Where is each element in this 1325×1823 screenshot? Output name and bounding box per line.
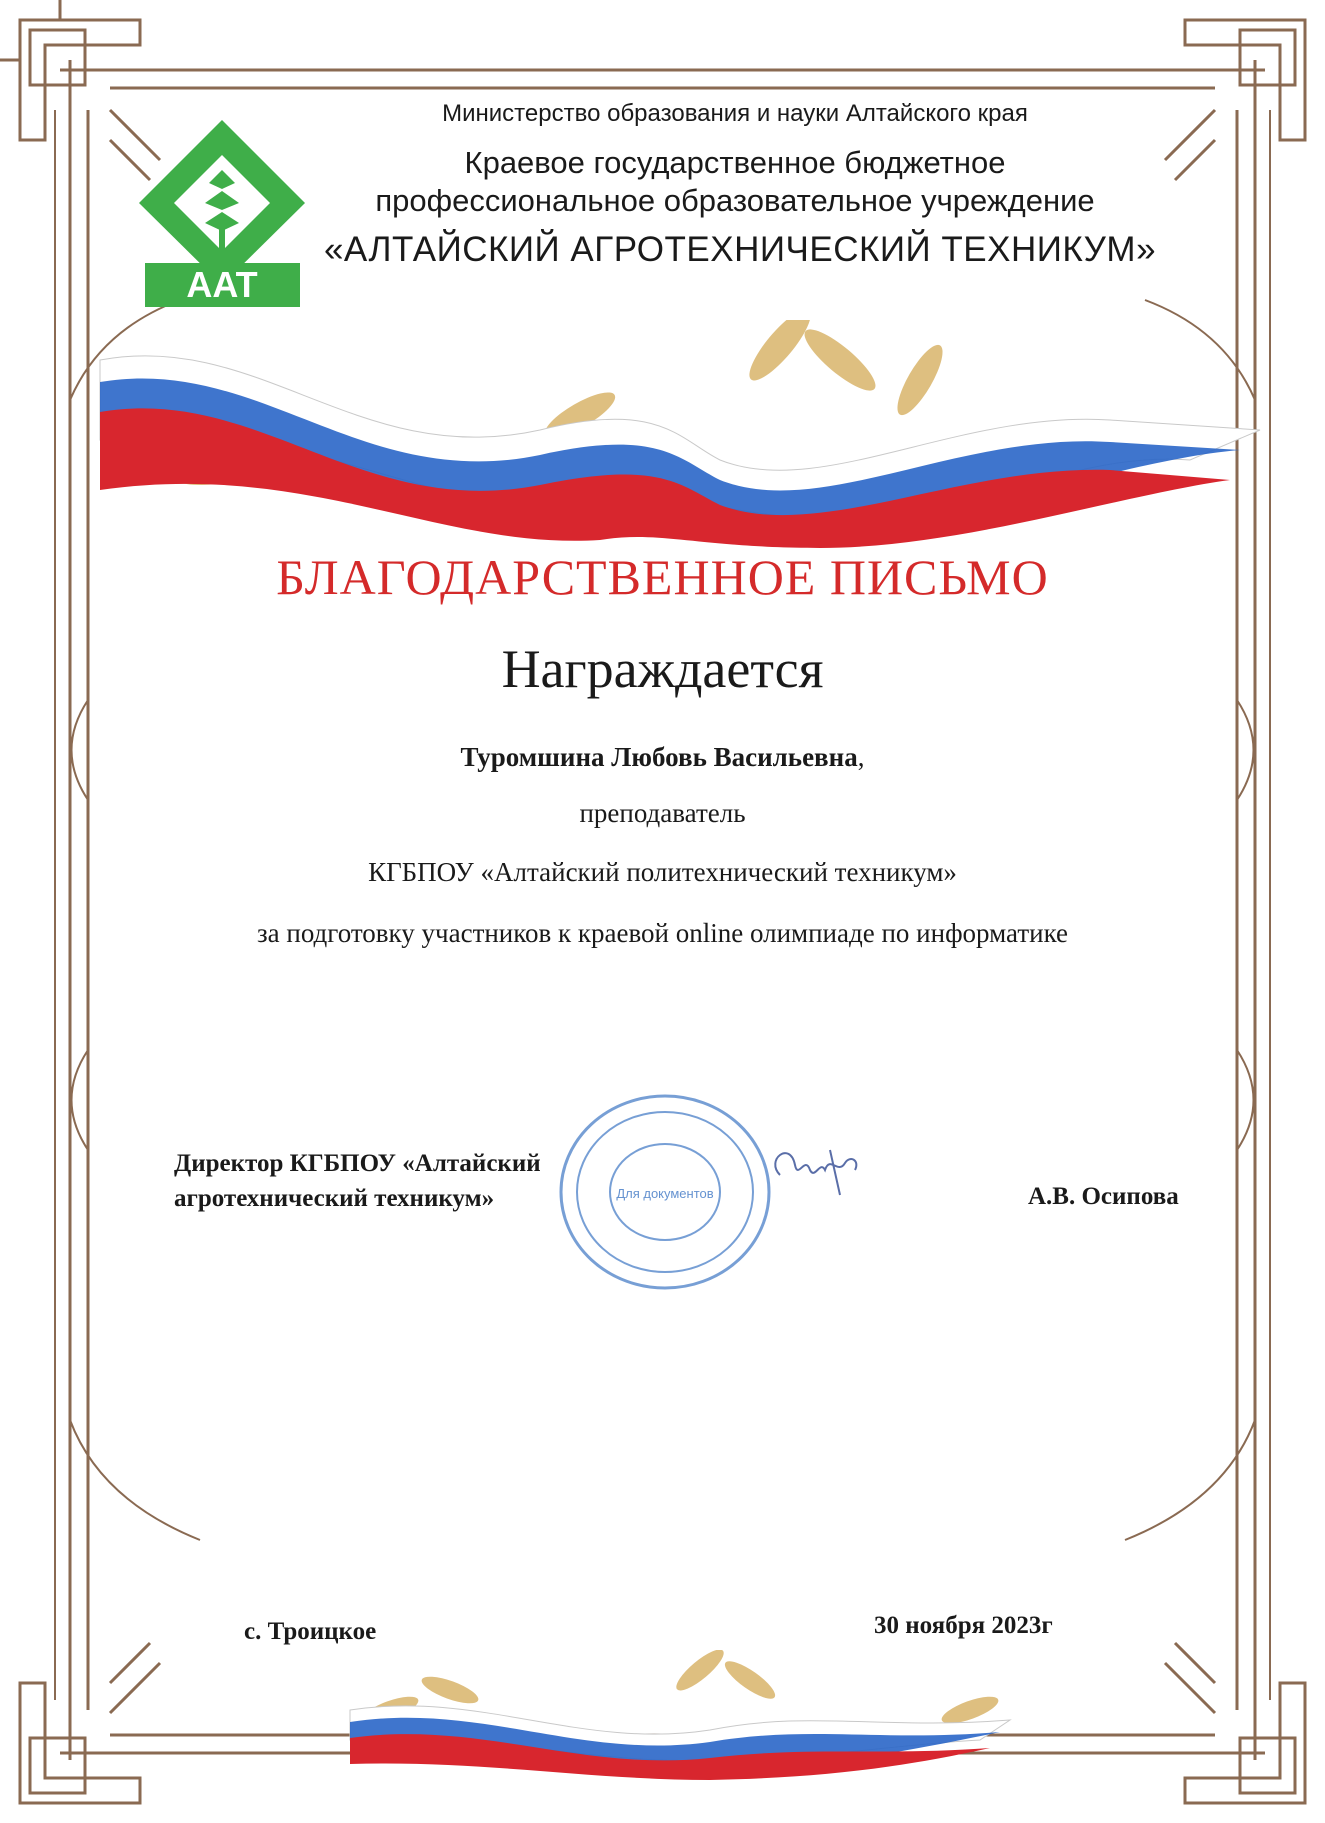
flag-ribbon-bottom (330, 1650, 1030, 1780)
certificate-title: БЛАГОДАРСТВЕННОЕ ПИСЬМО (276, 549, 1049, 605)
awarded-heading: Награждается (501, 639, 824, 699)
stamp-center-text: Для документов (616, 1186, 714, 1201)
institution-name: «АЛТАЙСКИЙ АГРОТЕХНИЧЕСКИЙ ТЕХНИКУМ» (323, 230, 1157, 269)
award-reason: за подготовку участников к краевой online олимпиаде по информатике (256, 918, 1069, 948)
logo-text: AAT (186, 264, 258, 305)
director-title-line2: агротехнический техникум» (174, 1185, 495, 1212)
institution-line1: Краевое государственное бюджетное (464, 145, 1006, 180)
flag-ribbon-top (60, 320, 1270, 550)
director-name: А.В. Осипова (1028, 1183, 1179, 1210)
recipient-position: преподаватель (579, 798, 746, 828)
recipient-name (200, 742, 1125, 773)
recipient-organization: КГБПОУ «Алтайский политехнический техникум» (368, 857, 957, 887)
handwritten-signature (760, 1135, 880, 1205)
aat-logo (135, 115, 310, 315)
issue-date: 30 ноября 2023г (874, 1612, 1053, 1639)
director-title-line1: Директор КГБПОУ «Алтайский (174, 1150, 541, 1177)
institution-line2: профессиональное образовательное учреждение (375, 183, 1095, 218)
official-stamp (555, 1090, 775, 1295)
recipient-comma: , (857, 742, 865, 772)
recipient-name-text: Туромшина Любовь Васильевна (460, 742, 858, 772)
issue-place: с. Троицкое (244, 1618, 377, 1645)
ministry-name: Министерство образования и науки Алтайского края (442, 100, 1028, 127)
